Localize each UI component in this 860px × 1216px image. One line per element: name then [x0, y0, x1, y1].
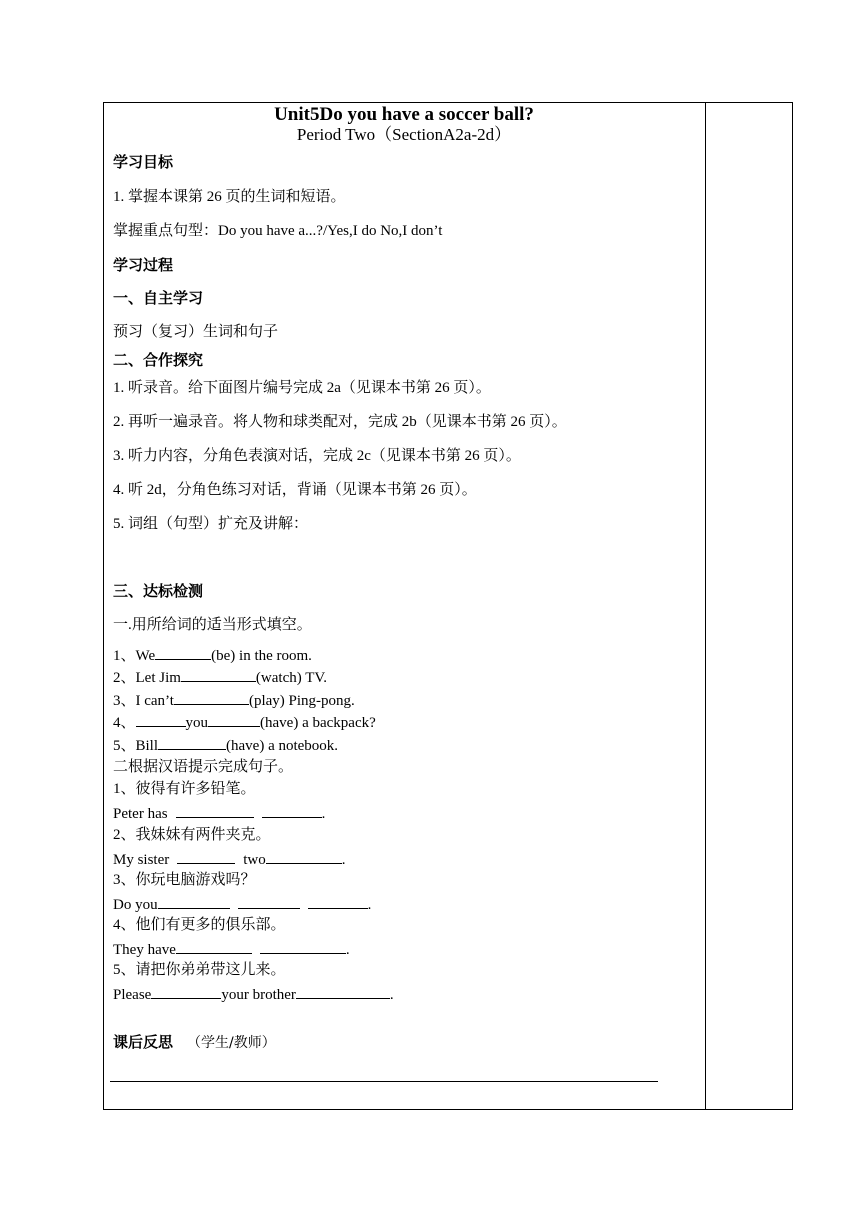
step-item: 1. 听录音。给下面图片编号完成 2a（见课本书第 26 页）。	[113, 380, 491, 396]
answer-blank[interactable]	[176, 939, 252, 954]
step-item: 4. 听 2d，分角色练习对话，背诵（见课本书第 26 页）。	[113, 482, 477, 498]
answer-blank[interactable]	[136, 712, 186, 727]
goal-item: 1. 掌握本课第 26 页的生词和短语。	[113, 189, 346, 205]
chinese-prompt: 5、请把你弟弟带这儿来。	[113, 962, 286, 978]
answer-blank[interactable]	[177, 849, 235, 864]
answer-blank[interactable]	[260, 939, 346, 954]
exercise-heading: 一.用所给词的适当形式填空。	[113, 617, 312, 633]
section-heading: 三、达标检测	[113, 582, 204, 600]
reflection-note: （学生/教师）	[187, 1035, 276, 1051]
fill-question: 5、Bill (have) a notebook.	[113, 735, 338, 755]
translation-sentence: Peter has .	[113, 803, 325, 823]
chinese-prompt: 3、你玩电脑游戏吗？	[113, 872, 256, 888]
answer-blank[interactable]	[155, 645, 211, 660]
fill-question: 1、We (be) in the room.	[113, 645, 312, 665]
goal-item: 掌握重点句型：Do you have a...?/Yes,I do No,I don’t	[113, 223, 443, 239]
answer-blank[interactable]	[238, 894, 300, 909]
answer-blank[interactable]	[181, 667, 256, 682]
answer-blank[interactable]	[266, 849, 342, 864]
column-divider	[705, 102, 706, 1110]
step-item: 3. 听力内容，分角色表演对话，完成 2c（见课本书第 26 页）。	[113, 448, 521, 464]
answer-blank[interactable]	[158, 894, 230, 909]
unit-title: Unit5Do you have a soccer ball?	[274, 104, 534, 125]
section-heading: 二、合作探究	[113, 351, 204, 369]
answer-blank[interactable]	[176, 803, 254, 818]
translation-sentence: They have .	[113, 939, 350, 959]
chinese-prompt: 2、我妹妹有两件夹克。	[113, 827, 271, 843]
translation-sentence: My sister two .	[113, 849, 346, 869]
fill-question: 4、 you (have) a backpack?	[113, 712, 376, 732]
chinese-prompt: 1、彼得有许多铅笔。	[113, 781, 256, 797]
period-subtitle: Period Two（SectionA2a-2d）	[296, 125, 512, 144]
goals-heading: 学习目标	[113, 153, 174, 171]
step-item: 2. 再听一遍录音。将人物和球类配对，完成 2b（见课本书第 26 页）。	[113, 414, 567, 430]
exercise-heading: 二根据汉语提示完成句子。	[113, 759, 294, 775]
answer-blank[interactable]	[296, 984, 390, 999]
section-text: 预习（复习）生词和句子	[113, 324, 279, 340]
fill-question: 3、I can’t (play) Ping-pong.	[113, 690, 355, 710]
answer-blank[interactable]	[151, 984, 221, 999]
answer-blank[interactable]	[262, 803, 322, 818]
answer-blank[interactable]	[208, 712, 260, 727]
step-item: 5. 词组（句型）扩充及讲解：	[113, 516, 309, 532]
answer-blank[interactable]	[158, 735, 226, 750]
translation-sentence: Please your brother .	[113, 984, 394, 1004]
translation-sentence: Do you .	[113, 894, 371, 914]
chinese-prompt: 4、他们有更多的俱乐部。	[113, 917, 286, 933]
reflection-heading: 课后反思 （学生/教师）	[113, 1033, 276, 1051]
answer-blank[interactable]	[174, 690, 249, 705]
answer-blank[interactable]	[308, 894, 368, 909]
process-heading: 学习过程	[113, 256, 174, 274]
reflection-line[interactable]	[110, 1081, 658, 1082]
section-heading: 一、自主学习	[113, 289, 204, 307]
fill-question: 2、Let Jim (watch) TV.	[113, 667, 327, 687]
